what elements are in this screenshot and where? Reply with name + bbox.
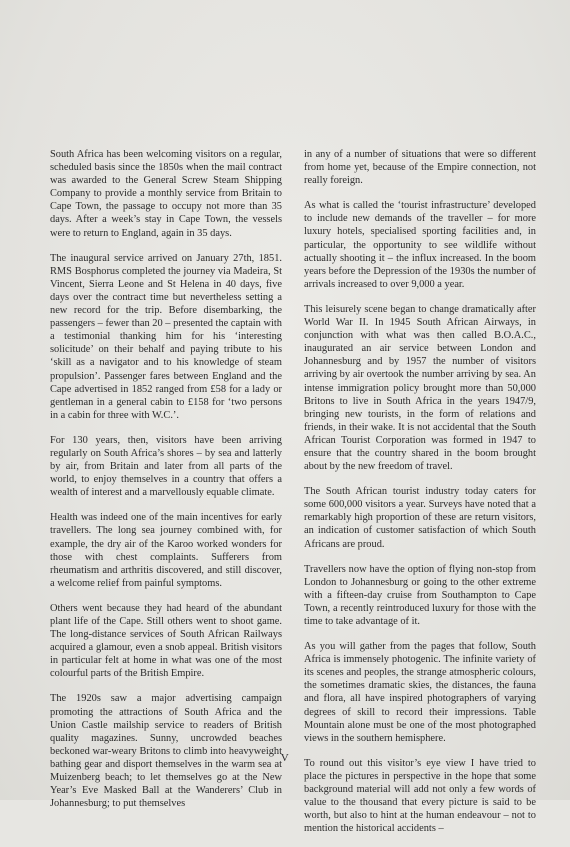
paragraph: in any of a number of situations that were so different from home yet, because of the Empire connection, not really foreign. [304,149,536,187]
paragraph: Others went because they had heard of the abundant plant life of the Cape. Still others went to shoot game. The long-distance services of South African Railways acquired a glamour, even a snob appeal. British visitors in particular felt at home in what was one of the most colourful parts of the British Empire. [50,602,282,680]
paragraph: The 1920s saw a major advertising campaign promoting the attractions of South Africa and the Union Castle mailship service to readers of British quality magazines. Sunny, uncrowded beaches beckoned war-weary Britons to climb into heavyweight bathing gear and disport themselves in the warm sea at Muizenberg beach; to let themselves go at the New Year’s Eve Masked Ball at the Wanderers’ Club in Johannesburg; to put themselves [50,693,282,810]
right-column [304,148,536,847]
left-column [50,148,282,822]
page-number: V [280,752,290,764]
paragraph: Health was indeed one of the main incentives for early travellers. The long sea journey combined with, for example, the dry air of the Karoo worked wonders for those with chest complaints. Sufferers from rheumatism and arthritis discovered, and still discover, a welcome relief from painful symptoms. [50,512,282,589]
paragraph: This leisurely scene began to change dramatically after World War II. In 1945 South African Airways, in conjunction with what was then called B.O.A.C., inaugurated an air service between London and Johannesburg and by 1957 the number of visitors arriving by air overtook the number arriving by sea. An intense immigration policy brought more than 50,000 Britons to live in South Africa in the years 1947/9, bringing new tourists, in the form of relations and friends, in their wake. It is not accidental that the South African Tourist Corporation was formed in 1947 to ensure that the country shared in the boom brought about by the new freedom of travel. [304,303,536,473]
paragraph: To round out this visitor’s eye view I have tried to place the pictures in perspective in the hope that some background material will add not only a few words of value to the thousand that every picture is said to be worth, but also to hint at the human endeavour – not to mention the historical accidents – [304,757,536,835]
paragraph: The South African tourist industry today caters for some 600,000 visitors a year. Surveys have noted that a remarkably high proportion of these are return visitors, an indication of customer satisfaction of which South Africans are proud. [304,486,536,550]
paragraph: As you will gather from the pages that follow, South Africa is immensely photogenic. The infinite variety of its scenes and peoples, the strange atmospheric colours, the sometimes dramatic skies, the distances, the fauna and flora, all have inspired photographers of varying degrees of skill to record their impressions. Table Mountain alone must be one of the most photographed views in the southern hemisphere. [304,641,536,744]
paragraph: For 130 years, then, visitors have been arriving regularly on South Africa’s shores – by sea and latterly by air, from Britain and later from all parts of the world, to enjoy themselves in a country that offers a wealth of interest and a marvellously equable climate. [50,434,282,499]
paragraph: South Africa has been welcoming visitors on a regular, scheduled basis since the 1850s when the mail contract was awarded to the General Screw Steam Shipping Company to provide a monthly service from Britain to Cape Town, the passage to occupy not more than 35 days. After a week’s stay in Cape Town, the vessels were to return to England, again in 35 days. [50,149,282,239]
paragraph: Travellers now have the option of flying non-stop from London to Johannesburg or going to the other extreme with a fifteen-day cruise from Southampton to Cape Town, a recently reintroduced luxury for those with the time to take advantage of it. [304,563,536,627]
paragraph: As what is called the ‘tourist infrastructure’ developed to include new demands of the traveller – for more luxury hotels, specialised sporting facilities and, in particular, the opportunity to see wildlife without actually shooting it – the influx increased. In the boom years before the Depression of the 1930s the number of arrivals increased to over 9,000 a year. [304,200,536,290]
paragraph: The inaugural service arrived on January 27th, 1851. RMS Bosphorus completed the journey via Madeira, St Vincent, Sierra Leone and St Helena in 40 days, five days over the contract time but nevertheless setting a new record for the trip. Before disembarking, the passengers – fewer than 20 – presented the captain with a testimonial thanking him for his ‘interesting solicitude’ on their behalf and paying tribute to his ‘skill as a navigator and to his knowledge of steam propulsion’. Passenger fares between England and the Cape advertised in 1852 ranged from £58 for a lady or gentleman in a general cabin to £158 for ‘two persons in a cabin for three with W.C.’. [50,252,282,421]
